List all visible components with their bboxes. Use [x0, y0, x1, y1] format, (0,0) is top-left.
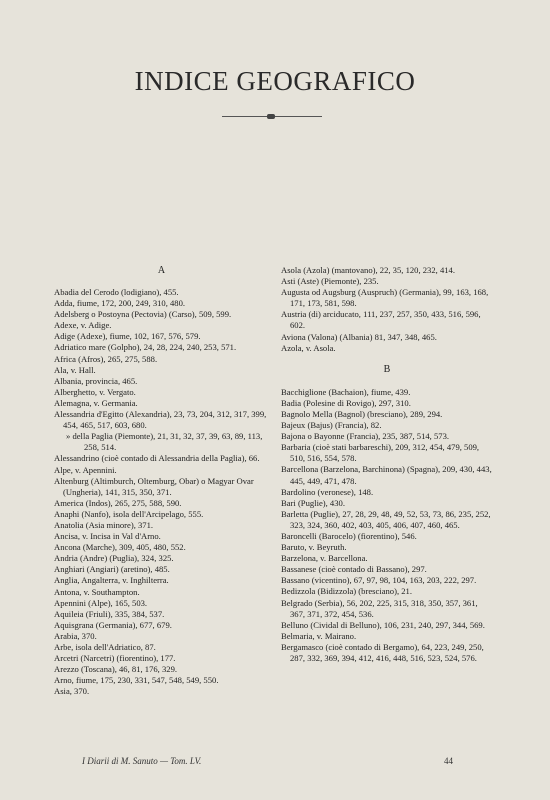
section-letter-b: B [383, 363, 391, 375]
page-number: 44 [444, 756, 453, 766]
index-entry: Arno, fiume, 175, 230, 331, 547, 548, 549, 550. [54, 675, 219, 686]
index-entry: Belgrado (Serbia), 56, 202, 225, 315, 318, 350, 357, 361, 367, 371, 372, 454, 536. [281, 597, 478, 619]
index-entry: Barzelona, v. Barcellona. [281, 553, 368, 564]
index-entry: Augusta od Augsburg (Auspruch) (Germania), 99, 163, 168, 171, 173, 581, 598. [281, 287, 489, 309]
index-entry: Antona, v. Southampton. [54, 586, 140, 597]
index-entry: Ala, v. Hall. [54, 364, 96, 375]
index-entry: Abadia del Cerodo (lodigiano), 455. [54, 287, 179, 297]
index-entry: Adriatico mare (Golpho), 24, 28, 224, 240, 253, 571. [54, 342, 237, 353]
index-entry: Apennini (Alpe), 165, 503. [54, 597, 148, 608]
index-entry: Bajeux (Bajus) (Francia), 82. [281, 420, 382, 431]
index-entry: Asti (Aste) (Piemonte), 235. [281, 276, 379, 287]
index-entry: Arbe, isola dell'Adriatico, 87. [54, 642, 156, 652]
entry-list [54, 287, 269, 697]
index-entry: America (Indos), 265, 275, 588, 590. [54, 497, 182, 508]
index-entry: Anglia, Angalterra, v. Inghilterra. [54, 575, 169, 586]
index-entry: Adda, fiume, 172, 200, 249, 310, 480. [54, 298, 186, 309]
index-entry: Belluno (Cividal di Belluno), 106, 231, 240, 297, 344, 569. [281, 619, 485, 630]
index-entry: Bassano (vicentino), 67, 97, 98, 104, 163, 203, 222, 297. [281, 575, 477, 586]
index-entry: Alessandrino (cioè contado di Alessandria della Paglia), 66. [54, 453, 260, 464]
index-entry: Adelsberg o Postoyna (Pectovia) (Carso), 509, 599. [54, 309, 232, 320]
index-entry: Baroncelli (Barocelo) (fiorentino), 546. [281, 530, 417, 541]
index-entry: Andria (Andre) (Puglia), 324, 325. [54, 553, 174, 564]
index-entry: Bajona o Bayonne (Francia), 235, 387, 514, 573. [281, 431, 450, 442]
index-entry: Aquileia (Friuli), 335, 384, 537. [54, 608, 165, 619]
title-rule-ornament [267, 114, 275, 119]
index-entry: Barletta (Puglie), 27, 28, 29, 48, 49, 52, 53, 73, 86, 235, 252, 323, 324, 360, 402, 403, 405, 406, 407, 460, 465. [281, 508, 491, 530]
index-entry: Bacchiglione (Bachaion), fiume, 439. [281, 386, 411, 397]
index-entry: Alpe, v. Apennini. [54, 464, 117, 475]
index-entry: Adexe, v. Adige. [54, 320, 112, 331]
index-entry: Arezzo (Toscana), 46, 81, 176, 329. [54, 664, 178, 675]
index-entry: Anghiari (Angiari) (aretino), 485. [54, 564, 170, 575]
index-entry: Arabia, 370. [54, 630, 97, 641]
index-entry: Africa (Afros), 265, 275, 588. [54, 353, 158, 364]
left-column [54, 265, 269, 697]
right-column [281, 265, 493, 664]
index-entry: Bedizzola (Bidizzola) (bresciano), 21. [281, 586, 413, 597]
entry-list [281, 265, 493, 354]
index-entry: Alessandria d'Egitto (Alexandria), 23, 73, 204, 312, 317, 399, 454, 465, 517, 603, 680. [54, 409, 267, 431]
index-entry: Barbaria (cioè stati barbareschi), 209, 312, 454, 479, 509, 510, 516, 554, 578. [281, 442, 480, 464]
index-entry: Bassanese (cioè contado di Bassano), 297. [281, 564, 427, 575]
index-entry: Bardolino (veronese), 148. [281, 486, 374, 497]
index-entry: Baruto, v. Beyruth. [281, 542, 347, 553]
index-entry: Altenburg (Altimburch, Oltemburg, Obar) o Magyar Ovar (Ungheria), 141, 315, 350, 371. [54, 475, 254, 497]
index-entry: Alemagna, v. Germania. [54, 397, 138, 408]
index-entry: Anatolia (Asia minore), 371. [54, 519, 154, 530]
index-entry: Alberghetto, v. Vergato. [54, 386, 136, 397]
index-entry: Asola (Azola) (mantovano), 22, 35, 120, 232, 414. [281, 265, 455, 275]
index-entry: Arcetri (Narcetri) (fiorentino), 177. [54, 653, 176, 664]
footer-source: I Diarii di M. Sanuto — Tom. LV. [82, 756, 202, 766]
index-entry: Bagnolo Mella (Bagnol) (bresciano), 289, 294. [281, 408, 443, 419]
index-entry: Badia (Polesine di Rovigo), 297, 310. [281, 397, 411, 408]
index-entry: Aviona (Valona) (Albania) 81, 347, 348, 465. [281, 331, 437, 342]
index-entry: » della Paglia (Piemonte), 21, 31, 32, 37, 39, 63, 89, 113, 258, 514. [66, 431, 263, 453]
index-entry: Belmaria, v. Mairano. [281, 630, 357, 641]
index-entry: Barcellona (Barzelona, Barchinona) (Spagna), 209, 430, 443, 445, 449, 471, 478. [281, 464, 492, 486]
index-entry: Bergamasco (cioè contado di Bergamo), 64, 223, 249, 250, 287, 332, 369, 394, 412, 416, 448, 516, 523, 524, 576. [281, 641, 484, 663]
index-entry: Albania, provincia, 465. [54, 375, 138, 386]
index-entry: Aquisgrana (Germania), 677, 679. [54, 619, 172, 630]
page-title: INDICE GEOGRAFICO [134, 66, 416, 96]
index-entry: Ancisa, v. Incisa in Val d'Arno. [54, 531, 161, 542]
index-entry: Adige (Adexe), fiume, 102, 167, 576, 579. [54, 331, 201, 342]
index-entry: Austria (di) arciducato, 111, 237, 257, 350, 433, 516, 596, 602. [281, 309, 481, 331]
index-entry: Bari (Puglie), 430. [281, 497, 345, 508]
index-entry: Azola, v. Asola. [281, 342, 336, 353]
index-entry: Ancona (Marche), 309, 405, 480, 552. [54, 542, 186, 553]
index-entry: Asia, 370. [54, 686, 90, 697]
entry-list [281, 387, 493, 664]
section-letter-a: A [157, 265, 166, 276]
index-entry: Anaphi (Nanfo), isola dell'Arcipelago, 555. [54, 508, 204, 519]
